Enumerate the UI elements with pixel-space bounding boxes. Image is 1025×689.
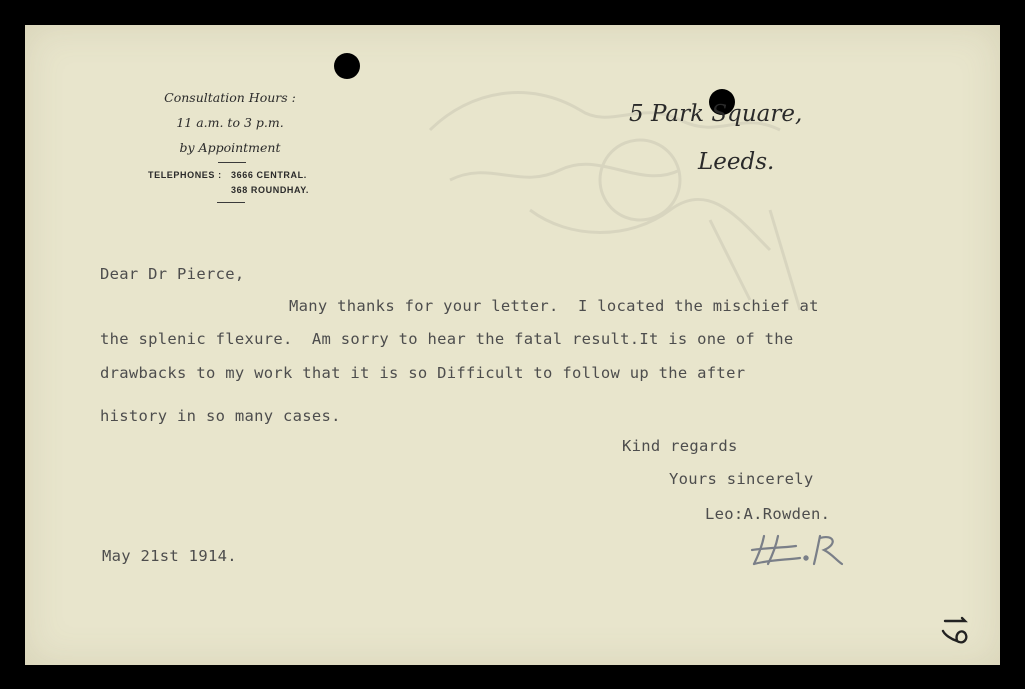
telephones-label: TELEPHONES :	[148, 170, 222, 180]
letter-sheet	[25, 25, 1000, 665]
address-city: Leeds.	[698, 149, 775, 175]
divider	[217, 202, 245, 203]
signature: Leo:A.Rowden.	[705, 505, 831, 523]
telephone-number: 368 ROUNDHAY.	[231, 185, 309, 195]
address-street: 5 Park Square,	[629, 101, 803, 127]
telephone-number: 3666 CENTRAL.	[231, 170, 307, 180]
letter-date: May 21st 1914.	[102, 547, 237, 565]
closing-regards: Kind regards	[622, 437, 738, 455]
body-line: the splenic flexure. Am sorry to hear the fatal result.It is one of the	[100, 330, 794, 348]
closing-sincerely: Yours sincerely	[669, 470, 814, 488]
salutation: Dear Dr Pierce,	[100, 265, 245, 283]
punch-hole	[334, 53, 360, 79]
consultation-line: Consultation Hours :	[164, 90, 296, 105]
pencil-initials	[750, 530, 850, 570]
body-line: drawbacks to my work that it is so Difficult to follow up the after	[100, 364, 746, 382]
consultation-line: by Appointment	[179, 140, 281, 155]
body-line: history in so many cases.	[100, 407, 341, 425]
consultation-line: 11 a.m. to 3 p.m.	[176, 115, 284, 130]
folio-number	[935, 613, 975, 653]
body-line: Many thanks for your letter. I located the mischief at	[289, 297, 819, 315]
consultation-hours	[130, 85, 330, 160]
divider	[218, 162, 246, 163]
